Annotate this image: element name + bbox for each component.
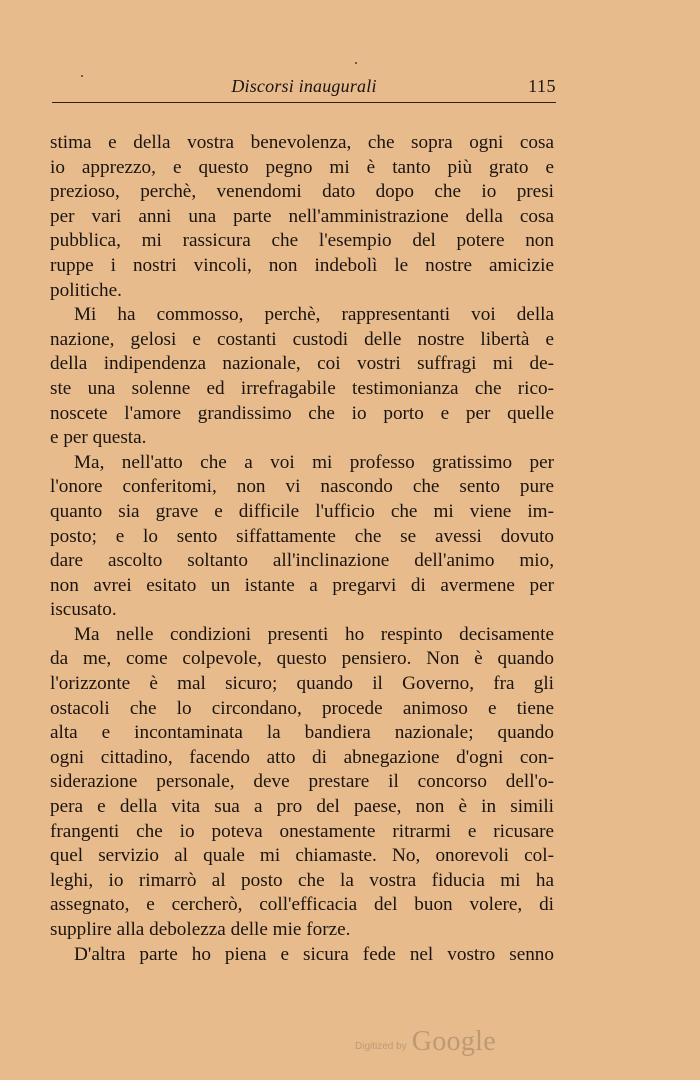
text-line: ruppe i nostri vincoli, non indebolì le nostre amicizie [50,254,554,276]
text-line: Mi ha commosso, perchè, rappresentanti voi della [74,304,554,326]
watermark-prefix: Digitized by [355,1041,407,1052]
text-line: stima e della vostra benevolenza, che sopra ogni cosa [50,132,554,153]
text-line: quel servizio al quale mi chiamaste. No, onorevoli col- [50,845,554,867]
text-line: della indipendenza nazionale, coi vostri suffragi mi de- [50,353,554,375]
text-line: nazione, gelosi e costanti custodi delle nostre libertà e [50,328,554,350]
text-line: iscusato. [50,599,117,621]
text-line: l'orizzonte è mal sicuro; quando il Governo, fra gli [50,673,554,695]
text-line: Ma, nell'atto che a voi mi professo gratissimo per [74,451,554,473]
page-header [52,74,556,102]
text-line: per vari anni una parte nell'amministrazione della cosa [50,205,554,227]
body-text [50,131,554,967]
text-line: prezioso, perchè, venendomi dato dopo che io presi [50,181,554,203]
text-line: e per questa. [50,427,147,449]
text-line: D'altra parte ho piena e sicura fede nel vostro senno [74,943,554,965]
text-line: leghi, io rimarrò al posto che la vostra fiducia mi ha [50,869,554,891]
text-line: Ma nelle condizioni presenti ho respinto decisamente [74,623,554,645]
text-line: ogni cittadino, facendo atto di abnegazione d'ogni con- [50,746,554,768]
text-line: noscete l'amore grandissimo che io porto e per quelle [50,402,554,424]
text-line: da me, come colpevole, questo pensiero. Non è quando [50,648,554,670]
text-line: siderazione personale, deve prestare il concorso dell'o- [50,771,554,793]
running-title: Discorsi inaugurali [231,76,377,96]
text-line: ostacoli che lo circondano, procede animoso e tiene [50,697,554,719]
text-line: politiche. [50,279,122,301]
text-line: pubblica, mi rassicura che l'esempio del potere non [50,230,554,252]
google-logo: Google [411,1026,496,1057]
text-line: dare ascolto soltanto all'inclinazione dell'animo mio, [50,550,554,572]
text-line: pera e della vita sua a pro del paese, non è in simili [50,796,554,818]
page-number: 115 [528,76,556,96]
paper-speck [355,62,357,64]
header-rule [52,102,556,103]
text-line: frangenti che io poteva onestamente ritrarmi e ricusare [50,820,554,842]
text-line: supplire alla debolezza delle mie forze. [50,919,351,940]
text-line: alta e incontaminata la bandiera nazionale; quando [50,722,554,744]
digitized-watermark [355,1026,496,1057]
text-line: l'onore conferitomi, non vi nascondo che sento pure [50,476,554,498]
text-line: assegnato, e cercherò, coll'efficacia del buon volere, di [50,894,554,916]
text-line: quanto sia grave e difficile l'ufficio che mi viene im- [50,500,554,522]
text-line: io apprezzo, e questo pegno mi è tanto più grato e [50,156,554,178]
text-line: posto; e lo sento siffattamente che se avessi dovuto [50,525,554,547]
text-line: non avrei esitato un istante a pregarvi di avermene per [50,574,554,596]
text-line: ste una solenne ed irrefragabile testimonianza che rico- [50,377,554,399]
